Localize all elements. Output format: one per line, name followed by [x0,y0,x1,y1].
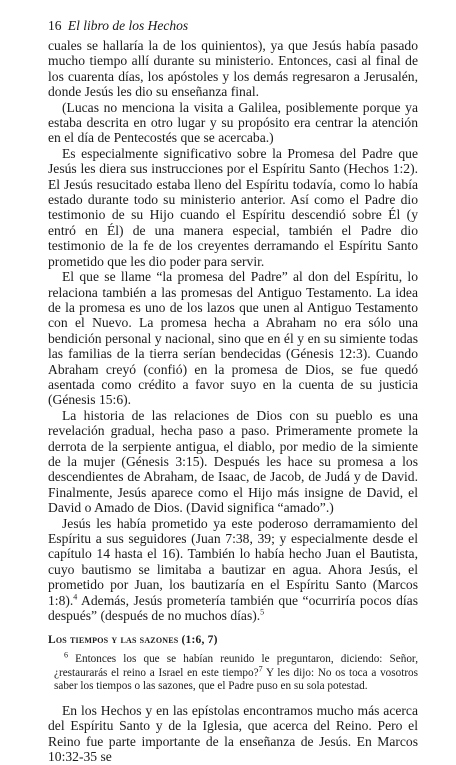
paragraph: cuales se hallaría la de los quinientos), ya que Jesús había pasado mucho tiempo allí durante su ministerio. Entonces, casi al final de los cuarenta días, los apóstoles y los demás regresaron a Jerusalén, donde Jesús les dio su enseñanza final. [48,38,418,100]
scripture-quote [48,650,418,693]
paragraph-text: Jesús les había prometido ya este poderoso derramamiento del Espíritu a sus seguidores (Juan 7:38, 39; y especialmente desde el capítulo 14 hasta el 16). También lo había hecho Juan el Bautista, cuyo bautismo se limitaba a bautizar en agua. Ahora Jesús, el prometido por Juan, los bautizaría en el Espíritu Santo (Marcos 1:8). [48,515,418,608]
section-title: Los tiempos y las sazones [48,634,179,647]
running-header [48,16,418,36]
paragraph-text: Además, Jesús prometería también que “ocurriría pocos días después” (después de no muchos días). [48,592,418,624]
verse-number: 6 [64,650,68,660]
paragraph: La historia de las relaciones de Dios con su pueblo es una revelación gradual, hecha paso a paso. Primeramente promete la derrota de la serpiente antigua, el diablo, por medio de la simiente de la mujer (Génesis 3:15). Después les hace su promesa a los descendientes de Abraham, de Isaac, de Jacob, de Judá y de David. Finalmente, Jesús aparece como el Hijo más insigne de David, el David o Amado de Dios. (David significa “amado”.) [48,407,418,516]
footnote-marker: 4 [73,592,78,602]
book-page [48,16,418,765]
body-text [48,38,418,623]
paragraph: Es especialmente significativo sobre la Promesa del Padre que Jesús les diera sus instrucciones por el Espíritu Santo (Hechos 1:2). El Jesús resucitado estaba lleno del Espíritu todavía, como lo había estado durante todo su ministerio anterior. Así como el Padre dio testimonio de su Hijo cuando el Espíritu descendió sobre Él (y entró en Él) de una manera especial, también el Padre dio testimonio de la fe de los creyentes derramando el Espíritu Santo prometido que les dio poder para servir. [48,145,418,269]
page-number: 16 [48,18,62,33]
section [48,633,418,764]
paragraph: En los Hechos y en las epístolas encontramos mucho más acerca del Espíritu Santo y de la Iglesia, que acerca del Reino. Pero el Reino fue parte importante de la enseñanza de Jesús. En Marcos 10:32-35 se [48,703,418,765]
section-reference: (1:6, 7) [181,634,218,647]
paragraph [48,516,418,624]
quote-text: Entonces los que se habían reunido le preguntaron, diciendo: Señor, ¿restaurarás el reino a Israel en este tiempo? [54,653,418,679]
body-text [48,703,418,765]
footnote-marker: 5 [260,607,265,617]
paragraph: El que se llame “la promesa del Padre” al don del Espíritu, lo relaciona también a las promesas del Antiguo Testamento. La idea de la promesa es uno de los lazos que unen al Antiguo Testamento con el Nuevo. La promesa hecha a Abraham no era sólo una bendición personal y nacional, sino que en él y en su simiente todas las familias de la tierra serían bendecidas (Génesis 12:3). Cuando Abraham creyó (confió) en la promesa de Dios, se fue quedó asentada como crédito a favor suyo en la cuenta de su justicia (Génesis 15:6). [48,269,418,408]
running-title: El libro de los Hechos [67,18,189,33]
paragraph: (Lucas no menciona la visita a Galilea, posiblemente porque ya estaba descrita en otro lugar y su propósito era centrar la atención en el día de Pentecostés que se acercaba.) [48,99,418,146]
verse-number: 7 [258,663,263,673]
quote-text: Y les dijo: No os toca a vosotros saber los tiempos o las sazones, que el Padre puso en su sola potestad. [54,666,418,692]
section-heading [48,633,418,647]
